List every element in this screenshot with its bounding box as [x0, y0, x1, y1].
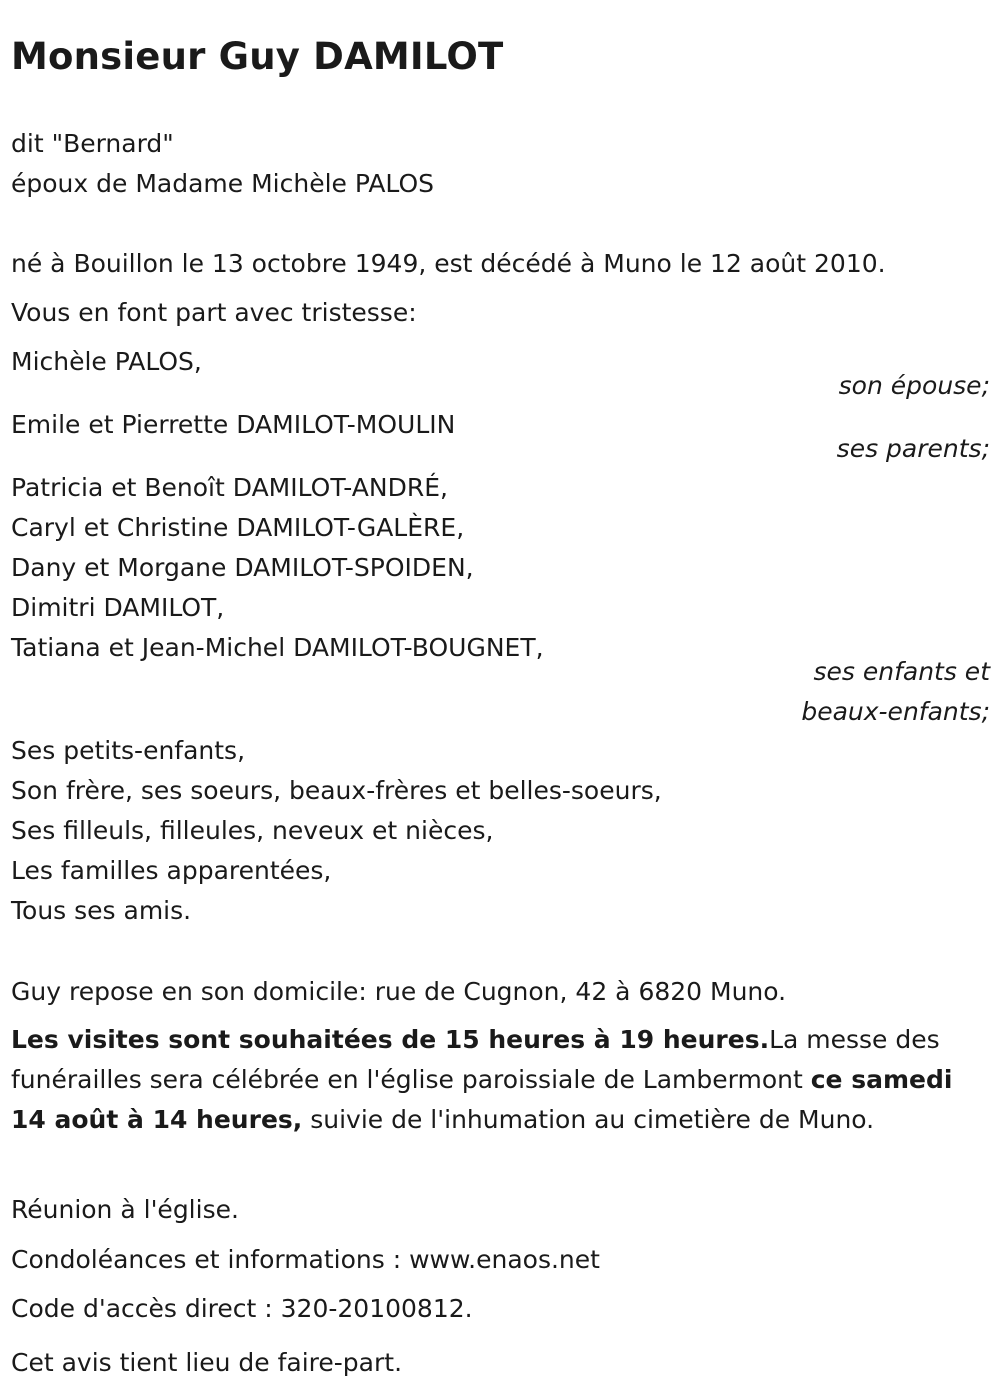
- funeral-mass: La messe des funérailles sera célébrée en l'église paroissiale de Lambermont: [11, 1025, 940, 1094]
- closing-text: Cet avis tient lieu de faire-part.: [11, 1348, 403, 1377]
- announce: Vous en font part avec tristesse:: [11, 298, 417, 327]
- children-role-wrap: [11, 652, 990, 732]
- list-item: Les familles apparentées,: [11, 856, 332, 885]
- list-item: Ses petits-enfants,: [11, 736, 246, 765]
- parents-name: Emile et Pierrette DAMILOT-MOULIN: [11, 410, 456, 439]
- intro-block: [11, 124, 990, 204]
- reunion-text: Réunion à l'église.: [11, 1195, 239, 1224]
- children-role-line2: beaux-enfants;: [801, 697, 990, 726]
- others-list: [11, 731, 990, 931]
- children-entry: [11, 468, 990, 668]
- child-name: Caryl et Christine DAMILOT-GALÈRE,: [11, 513, 465, 542]
- repose-text: Guy repose en son domicile: rue de Cugnon, 42 à 6820 Muno.: [11, 977, 787, 1006]
- spouse-role-wrap: [11, 366, 990, 406]
- child-name: Dany et Morgane DAMILOT-SPOIDEN,: [11, 553, 474, 582]
- list-item: Ses filleuls, filleules, neveux et nièces,: [11, 816, 494, 845]
- children-role-line1: ses enfants et: [813, 657, 990, 686]
- list-item: Son frère, ses soeurs, beaux-frères et belles-soeurs,: [11, 776, 662, 805]
- spouse-role: son épouse;: [838, 371, 990, 400]
- visits-hours: Les visites sont souhaitées de 15 heures à 19 heures.: [11, 1025, 770, 1054]
- funeral-date: ce samedi 14 août à 14 heures,: [11, 1065, 953, 1134]
- nickname: dit "Bernard": [11, 129, 174, 158]
- child-name: Patricia et Benoît DAMILOT-ANDRÉ,: [11, 473, 448, 502]
- visits-paragraph: [11, 1020, 990, 1140]
- burial-info: suivie de l'inhumation au cimetière de Muno.: [302, 1105, 875, 1134]
- page-title: Monsieur Guy DAMILOT: [11, 35, 504, 78]
- child-name: Dimitri DAMILOT,: [11, 593, 225, 622]
- parents-role: ses parents;: [836, 434, 990, 463]
- spouse-of: époux de Madame Michèle PALOS: [11, 169, 435, 198]
- spouse-name: Michèle PALOS,: [11, 347, 202, 376]
- list-item: Tous ses amis.: [11, 896, 192, 925]
- condolences-text: Condoléances et informations : www.enaos.net: [11, 1245, 600, 1274]
- child-name: Tatiana et Jean-Michel DAMILOT-BOUGNET,: [11, 633, 544, 662]
- birth-death: né à Bouillon le 13 octobre 1949, est décédé à Muno le 12 août 2010.: [11, 249, 886, 278]
- parents-role-wrap: [11, 429, 990, 469]
- access-code-text: Code d'accès direct : 320-20100812.: [11, 1294, 473, 1323]
